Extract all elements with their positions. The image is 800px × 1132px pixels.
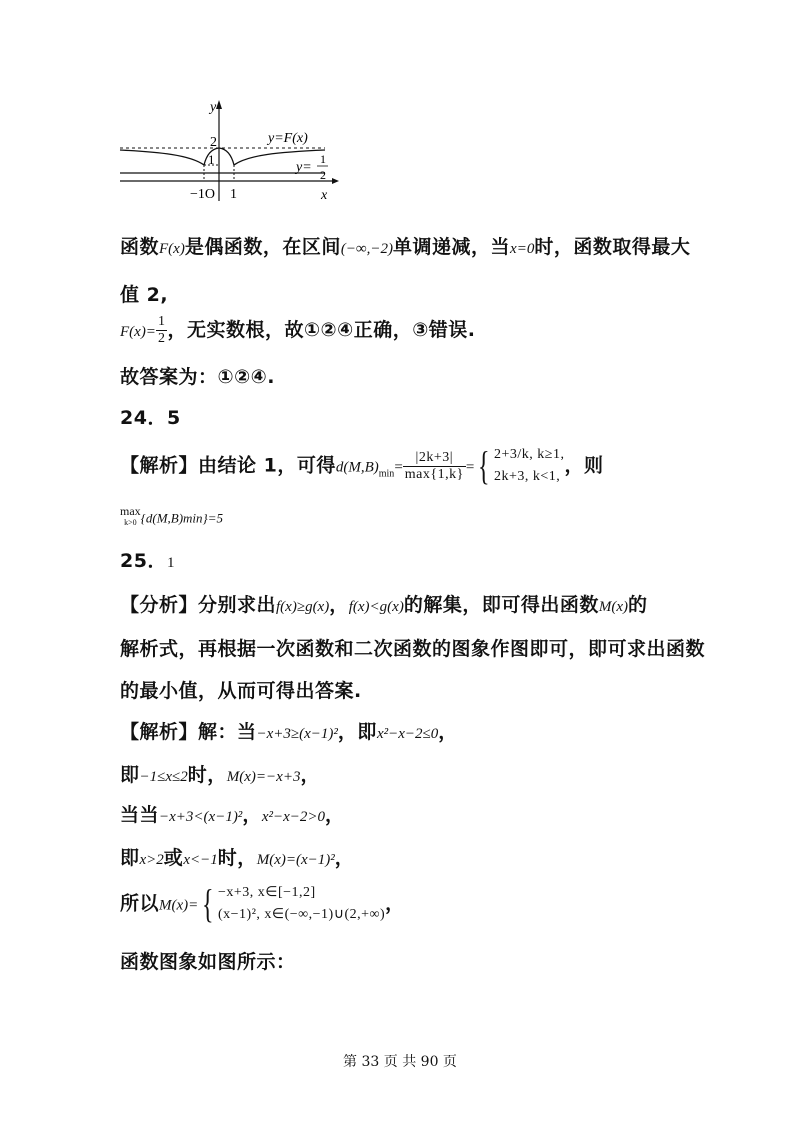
jiexi-line-1: 【解析】解：当−x+3≥(x−1)²，即x²−x−2≤0，: [120, 721, 458, 743]
label-2: 2: [210, 135, 217, 150]
y-axis-label: y: [210, 100, 217, 115]
fenxi-line-2: 解析式，再根据一次函数和二次函数的图象作图即可，即可求出函数: [120, 638, 706, 660]
tick-1: 1: [230, 187, 237, 202]
label-1: 1: [208, 152, 215, 167]
answer-line: 故答案为：①②④.: [120, 366, 275, 388]
x-axis-label: x: [321, 188, 328, 203]
hline-frac-den: 2: [320, 168, 326, 182]
para-equation: F(x)= $\frac{1}{2}$ ，无实数根，故①②④正确，③错误.: [120, 314, 476, 346]
page-footer: 第 33 页 共 90 页: [343, 1054, 457, 1070]
jiexi-line-2: 即−1≤x≤2时，M(x)=−x+3，: [120, 764, 320, 786]
para-function-property: 函数F(x)是偶函数，在区间(−∞,−2)单调递减，当x=0时，函数取得最大: [120, 236, 691, 258]
question-24: 24．5: [120, 407, 181, 429]
hline-frac-num: 1: [320, 152, 326, 166]
question-25: 25．1: [120, 550, 175, 572]
analysis-24-max: max k>0 {d(M,B)min}=5: [120, 504, 224, 527]
tick-neg1-origin: −1O: [190, 187, 216, 202]
function-graph: [110, 95, 340, 205]
fraction-d: $\frac{|2k+3|}{\max\{1,k\}}$: [404, 449, 464, 482]
piecewise-cases: 2+3/k, k≥1, 2k+3, k<1,: [494, 447, 565, 484]
fraction-half: $\frac{1}{2}$: [157, 314, 166, 346]
jiexi-line-3: 当当−x+3<(x−1)²，x²−x−2>0，: [120, 804, 345, 826]
piecewise-M: −x+3, x∈[−1,2] (x−1)², x∈(−∞,−1)∪(2,+∞): [217, 885, 386, 922]
fenxi-line-3: 的最小值，从而可得出答案.: [120, 680, 362, 702]
jiexi-line-4: 即x>2或x<−1时，M(x)=(x−1)²，: [120, 847, 355, 869]
fenxi-line-1: 【分析】分别求出f(x)≥g(x)，f(x)<g(x)的解集，即可得出函数M(x)的: [120, 594, 648, 616]
analysis-24: 【解析】由结论 1，可得$d(M,B)_{min}=$ $\frac{|2k+3|}{\max\{1,k\}}$ ={ 2+3/k, k≥1, 2k+3, k<1, ，则: [120, 443, 604, 488]
jiexi-line-5: 所以M(x)={ −x+3, x∈[−1,2] (x−1)², x∈(−∞,−1)∪(2,+∞) ，: [120, 881, 405, 926]
hline-label: y=: [296, 160, 312, 175]
jiexi-line-6: 函数图象如图所示：: [120, 951, 296, 973]
curve-label: y=F(x): [268, 131, 308, 146]
para-max-value: 值 2,: [120, 284, 169, 306]
